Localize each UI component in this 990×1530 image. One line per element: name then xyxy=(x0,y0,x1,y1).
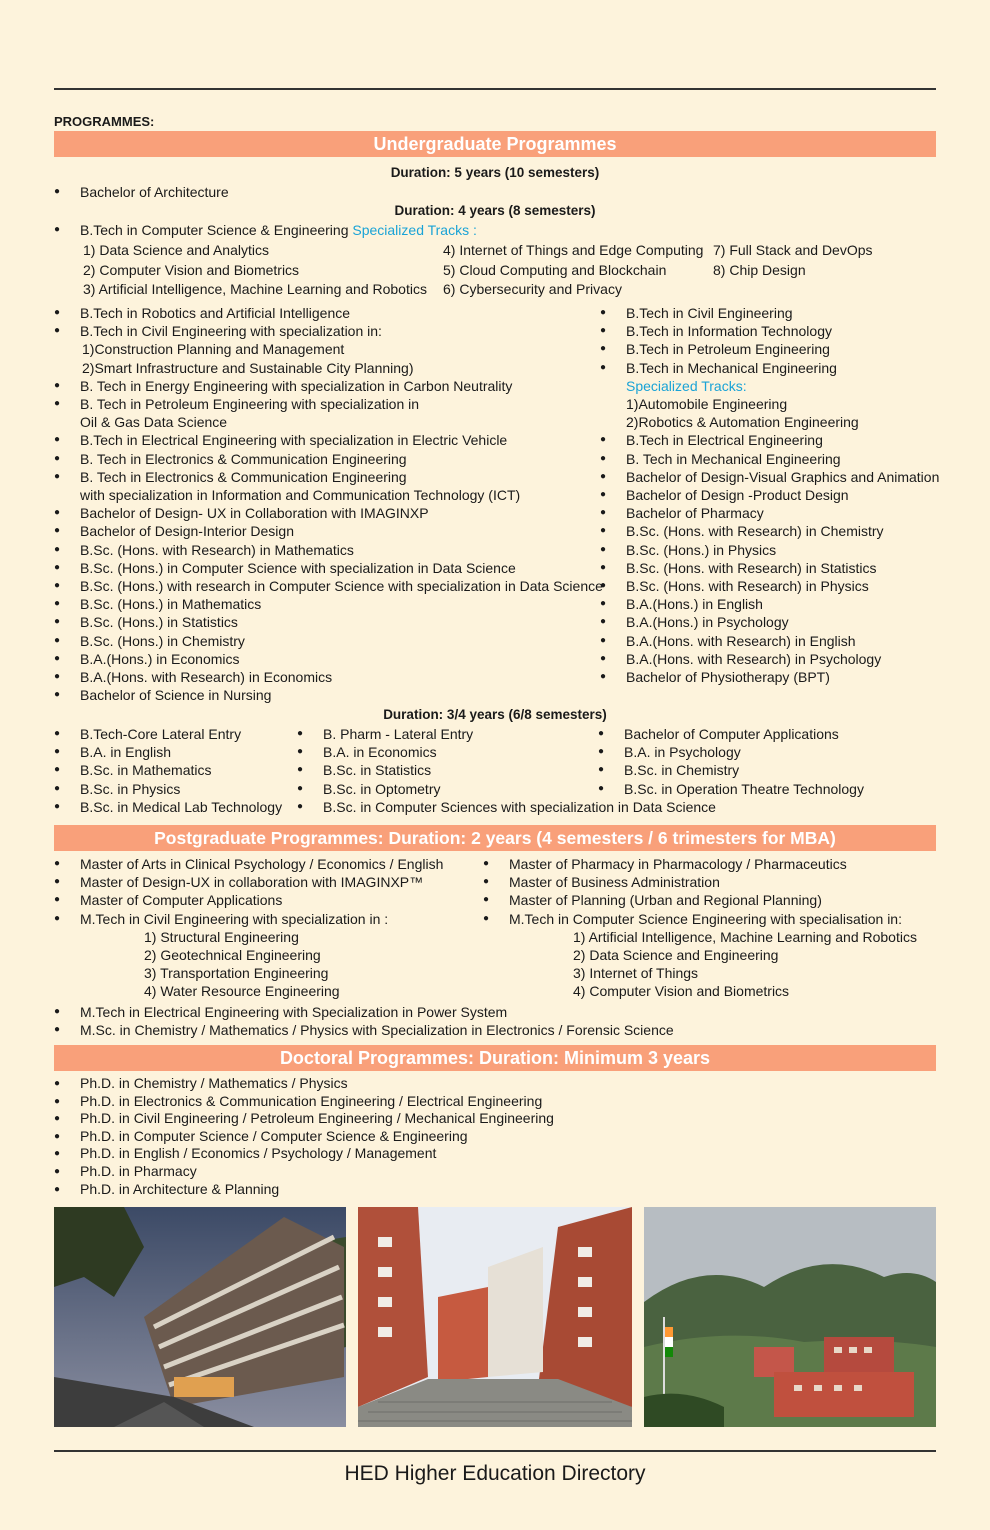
list-item: ● B.Sc. in Chemistry xyxy=(598,761,864,779)
list-item: ● Master of Arts in Clinical Psychology / Economics / English xyxy=(54,855,443,873)
list-item: ● B.Sc. in Mathematics xyxy=(54,761,282,779)
list-item: ● B.Sc. (Hons. with Research) in Mathematics xyxy=(54,541,603,559)
list-item: ● B.Tech in Electrical Engineering with specialization in Electric Vehicle xyxy=(54,431,603,449)
list-item: ● B.A.(Hons.) in English xyxy=(600,595,939,613)
list-item: ● B.Tech in Mechanical Engineering xyxy=(600,359,939,377)
list-item: ● M.Tech in Electrical Engineering with Specialization in Power System xyxy=(54,1003,674,1021)
list-item: ● Bachelor of Pharmacy xyxy=(600,504,939,522)
list-item: ● Ph.D. in Computer Science / Computer Science & Engineering xyxy=(54,1128,554,1146)
ug-left-list xyxy=(54,304,603,704)
list-item: ● B. Tech in Electronics & Communication Engineering xyxy=(54,450,603,468)
list-item: ● B. Tech in Energy Engineering with specialization in Carbon Neutrality xyxy=(54,377,603,395)
ug-short-col1 xyxy=(54,725,282,816)
campus-photo-night-building xyxy=(54,1207,346,1427)
list-item: ● B.Sc. (Hons.) in Mathematics xyxy=(54,595,603,613)
list-item: ● B.A.(Hons.) in Psychology xyxy=(600,613,939,631)
list-item: ● Master of Pharmacy in Pharmacology / Pharmaceutics xyxy=(483,855,917,873)
list-item: ● M.Tech in Computer Science Engineering with specialisation in: xyxy=(483,910,917,928)
list-continuation: with specialization in Information and Communication Technology (ICT) xyxy=(80,487,521,504)
list-item: ● Bachelor of Architecture xyxy=(54,183,229,201)
list-item: ● B.Sc. in Computer Sciences with specialization in Data Science xyxy=(297,798,716,816)
list-subitem: 2) Geotechnical Engineering xyxy=(144,947,321,964)
top-rule xyxy=(54,88,936,90)
pg-left-list xyxy=(54,855,443,1001)
pg-bottom-list xyxy=(54,1003,674,1039)
track-item: 8) Chip Design xyxy=(713,261,806,278)
track-item: 4) Internet of Things and Edge Computing xyxy=(443,242,704,258)
list-item: ● B. Tech in Petroleum Engineering with specialization in xyxy=(54,395,603,413)
list-item: ● B.Sc. (Hons. with Research) in Statistics xyxy=(600,559,939,577)
list-item: ● B.Tech in Robotics and Artificial Intelligence xyxy=(54,304,603,322)
cse-tracks-label: Specialized Tracks : xyxy=(352,222,477,238)
list-item xyxy=(54,221,477,239)
ug-banner: Undergraduate Programmes xyxy=(54,131,936,157)
list-item: ● B.Sc. (Hons.) in Physics xyxy=(600,541,939,559)
track-item: 3) Artificial Intelligence, Machine Learning and Robotics xyxy=(83,281,427,297)
list-item: ● Bachelor of Computer Applications xyxy=(598,725,864,743)
bottom-rule xyxy=(54,1450,936,1452)
list-item: ● B.Sc. (Hons.) in Computer Science with specialization in Data Science xyxy=(54,559,603,577)
phd-banner: Doctoral Programmes: Duration: Minimum 3 years xyxy=(54,1045,936,1071)
list-item: ● Ph.D. in Chemistry / Mathematics / Physics xyxy=(54,1075,554,1093)
list-item: ● B.Sc. (Hons.) in Chemistry xyxy=(54,632,603,650)
list-item: ● B.Sc. in Operation Theatre Technology xyxy=(598,780,864,798)
list-item: ● Master of Computer Applications xyxy=(54,891,443,909)
list-item: ● B.Sc. in Medical Lab Technology xyxy=(54,798,282,816)
tracks-col1 xyxy=(83,241,427,300)
list-item: ● M.Tech in Civil Engineering with specialization in : xyxy=(54,910,443,928)
ug-short-col3 xyxy=(598,725,864,798)
list-item: ● Bachelor of Design-Visual Graphics and Animation xyxy=(600,468,939,486)
list-item: ● Bachelor of Design- UX in Collaboration with IMAGINXP xyxy=(54,504,603,522)
list-item: ● Bachelor of Design -Product Design xyxy=(600,486,939,504)
list-item: ● B.A.(Hons. with Research) in English xyxy=(600,632,939,650)
list-item: ● B.Tech in Electrical Engineering xyxy=(600,431,939,449)
programmes-heading: PROGRAMMES: xyxy=(54,114,155,129)
list-subitem: 1) Artificial Intelligence, Machine Learning and Robotics xyxy=(573,928,917,945)
cse-label: B.Tech in Computer Science & Engineering xyxy=(80,222,349,238)
list-item: ● Ph.D. in Architecture & Planning xyxy=(54,1181,554,1199)
list-item: ● B.A. in English xyxy=(54,743,282,761)
tracks-col2 xyxy=(443,241,703,300)
track-item: 2) Computer Vision and Biometrics xyxy=(83,261,300,278)
list-item: ● Master of Business Administration xyxy=(483,873,917,891)
list-item: ● B. Pharm - Lateral Entry xyxy=(297,725,716,743)
track-item: 6) Cybersecurity and Privacy xyxy=(443,281,622,297)
list-item: ● Bachelor of Science in Nursing xyxy=(54,686,603,704)
ug-cse-list xyxy=(54,221,477,239)
track-item: 1) Data Science and Analytics xyxy=(83,242,269,258)
list-item: ● B.A.(Hons.) in Economics xyxy=(54,650,603,668)
phd-list xyxy=(54,1075,554,1198)
list-item: ● B.Sc. (Hons.) with research in Computer Science with specialization in Data Science xyxy=(54,577,603,595)
list-continuation: Oil & Gas Data Science xyxy=(80,414,228,431)
list-continuation: Specialized Tracks: xyxy=(626,377,747,394)
list-subitem: 1) Structural Engineering xyxy=(144,928,299,945)
list-item: ● Ph.D. in English / Economics / Psychology / Management xyxy=(54,1145,554,1163)
tracks-col3 xyxy=(713,241,873,280)
list-item: ● Master of Planning (Urban and Regional Planning) xyxy=(483,891,917,909)
list-item: ● Ph.D. in Electronics & Communication Engineering / Electrical Engineering xyxy=(54,1093,554,1111)
list-item: ● B.A.(Hons. with Research) in Psychology xyxy=(600,650,939,668)
list-item: ● Bachelor of Physiotherapy (BPT) xyxy=(600,668,939,686)
track-item: 7) Full Stack and DevOps xyxy=(713,242,873,258)
list-item: ● Ph.D. in Pharmacy xyxy=(54,1163,554,1181)
list-item: ● Bachelor of Design-Interior Design xyxy=(54,522,603,540)
footer-title: HED Higher Education Directory xyxy=(344,1462,646,1485)
ug-duration-4: Duration: 4 years (8 semesters) xyxy=(394,203,596,218)
list-item: ● B. Tech in Mechanical Engineering xyxy=(600,450,939,468)
list-item: ● B.Sc. in Physics xyxy=(54,780,282,798)
list-item: ● Ph.D. in Civil Engineering / Petroleum Engineering / Mechanical Engineering xyxy=(54,1110,554,1128)
list-item: ● B. Tech in Electronics & Communication Engineering xyxy=(54,468,603,486)
list-item: ● B.A.(Hons. with Research) in Economics xyxy=(54,668,603,686)
ug-duration-5: Duration: 5 years (10 semesters) xyxy=(390,165,600,180)
list-subitem: 3) Internet of Things xyxy=(573,965,699,982)
ug-arch-list xyxy=(54,183,229,201)
list-item: ● Master of Design-UX in collaboration with IMAGINXP™ xyxy=(54,873,443,891)
list-item: ● B.A. in Economics xyxy=(297,743,716,761)
list-item: ● B.Sc. in Statistics xyxy=(297,761,716,779)
pg-banner: Postgraduate Programmes: Duration: 2 years (4 semesters / 6 trimesters for MBA) xyxy=(54,825,936,851)
list-subitem: 1)Construction Planning and Management xyxy=(82,341,345,358)
list-item: ● M.Sc. in Chemistry / Mathematics / Physics with Specialization in Electronics / Forensic Science xyxy=(54,1021,674,1039)
list-subitem: 2)Smart Infrastructure and Sustainable City Planning) xyxy=(82,359,414,376)
list-item: ● B.Sc. (Hons.) in Statistics xyxy=(54,613,603,631)
list-item: ● B.Tech in Information Technology xyxy=(600,322,939,340)
list-item: ● B.Sc. in Optometry xyxy=(297,780,716,798)
campus-photo-hills xyxy=(644,1207,936,1427)
list-item: ● B.Tech in Civil Engineering with specialization in: xyxy=(54,322,603,340)
list-subitem: 4) Water Resource Engineering xyxy=(144,983,340,1000)
list-item: ● B.Tech in Petroleum Engineering xyxy=(600,340,939,358)
list-subitem: 3) Transportation Engineering xyxy=(144,965,329,982)
list-subitem: 1)Automobile Engineering xyxy=(626,396,788,413)
pg-right-list xyxy=(483,855,917,1001)
ug-right-list xyxy=(600,304,939,686)
list-item: ● B.Tech in Civil Engineering xyxy=(600,304,939,322)
track-item: 5) Cloud Computing and Blockchain xyxy=(443,261,667,278)
list-subitem: 2)Robotics & Automation Engineering xyxy=(626,414,859,431)
list-item: ● B.A. in Psychology xyxy=(598,743,864,761)
list-item: ● B.Sc. (Hons. with Research) in Physics xyxy=(600,577,939,595)
list-item: ● B.Tech-Core Lateral Entry xyxy=(54,725,282,743)
list-item: ● B.Sc. (Hons. with Research) in Chemistry xyxy=(600,522,939,540)
list-subitem: 4) Computer Vision and Biometrics xyxy=(573,983,790,1000)
campus-photo-courtyard xyxy=(358,1207,632,1427)
ug-duration-34: Duration: 3/4 years (6/8 semesters) xyxy=(383,707,607,722)
list-subitem: 2) Data Science and Engineering xyxy=(573,947,779,964)
